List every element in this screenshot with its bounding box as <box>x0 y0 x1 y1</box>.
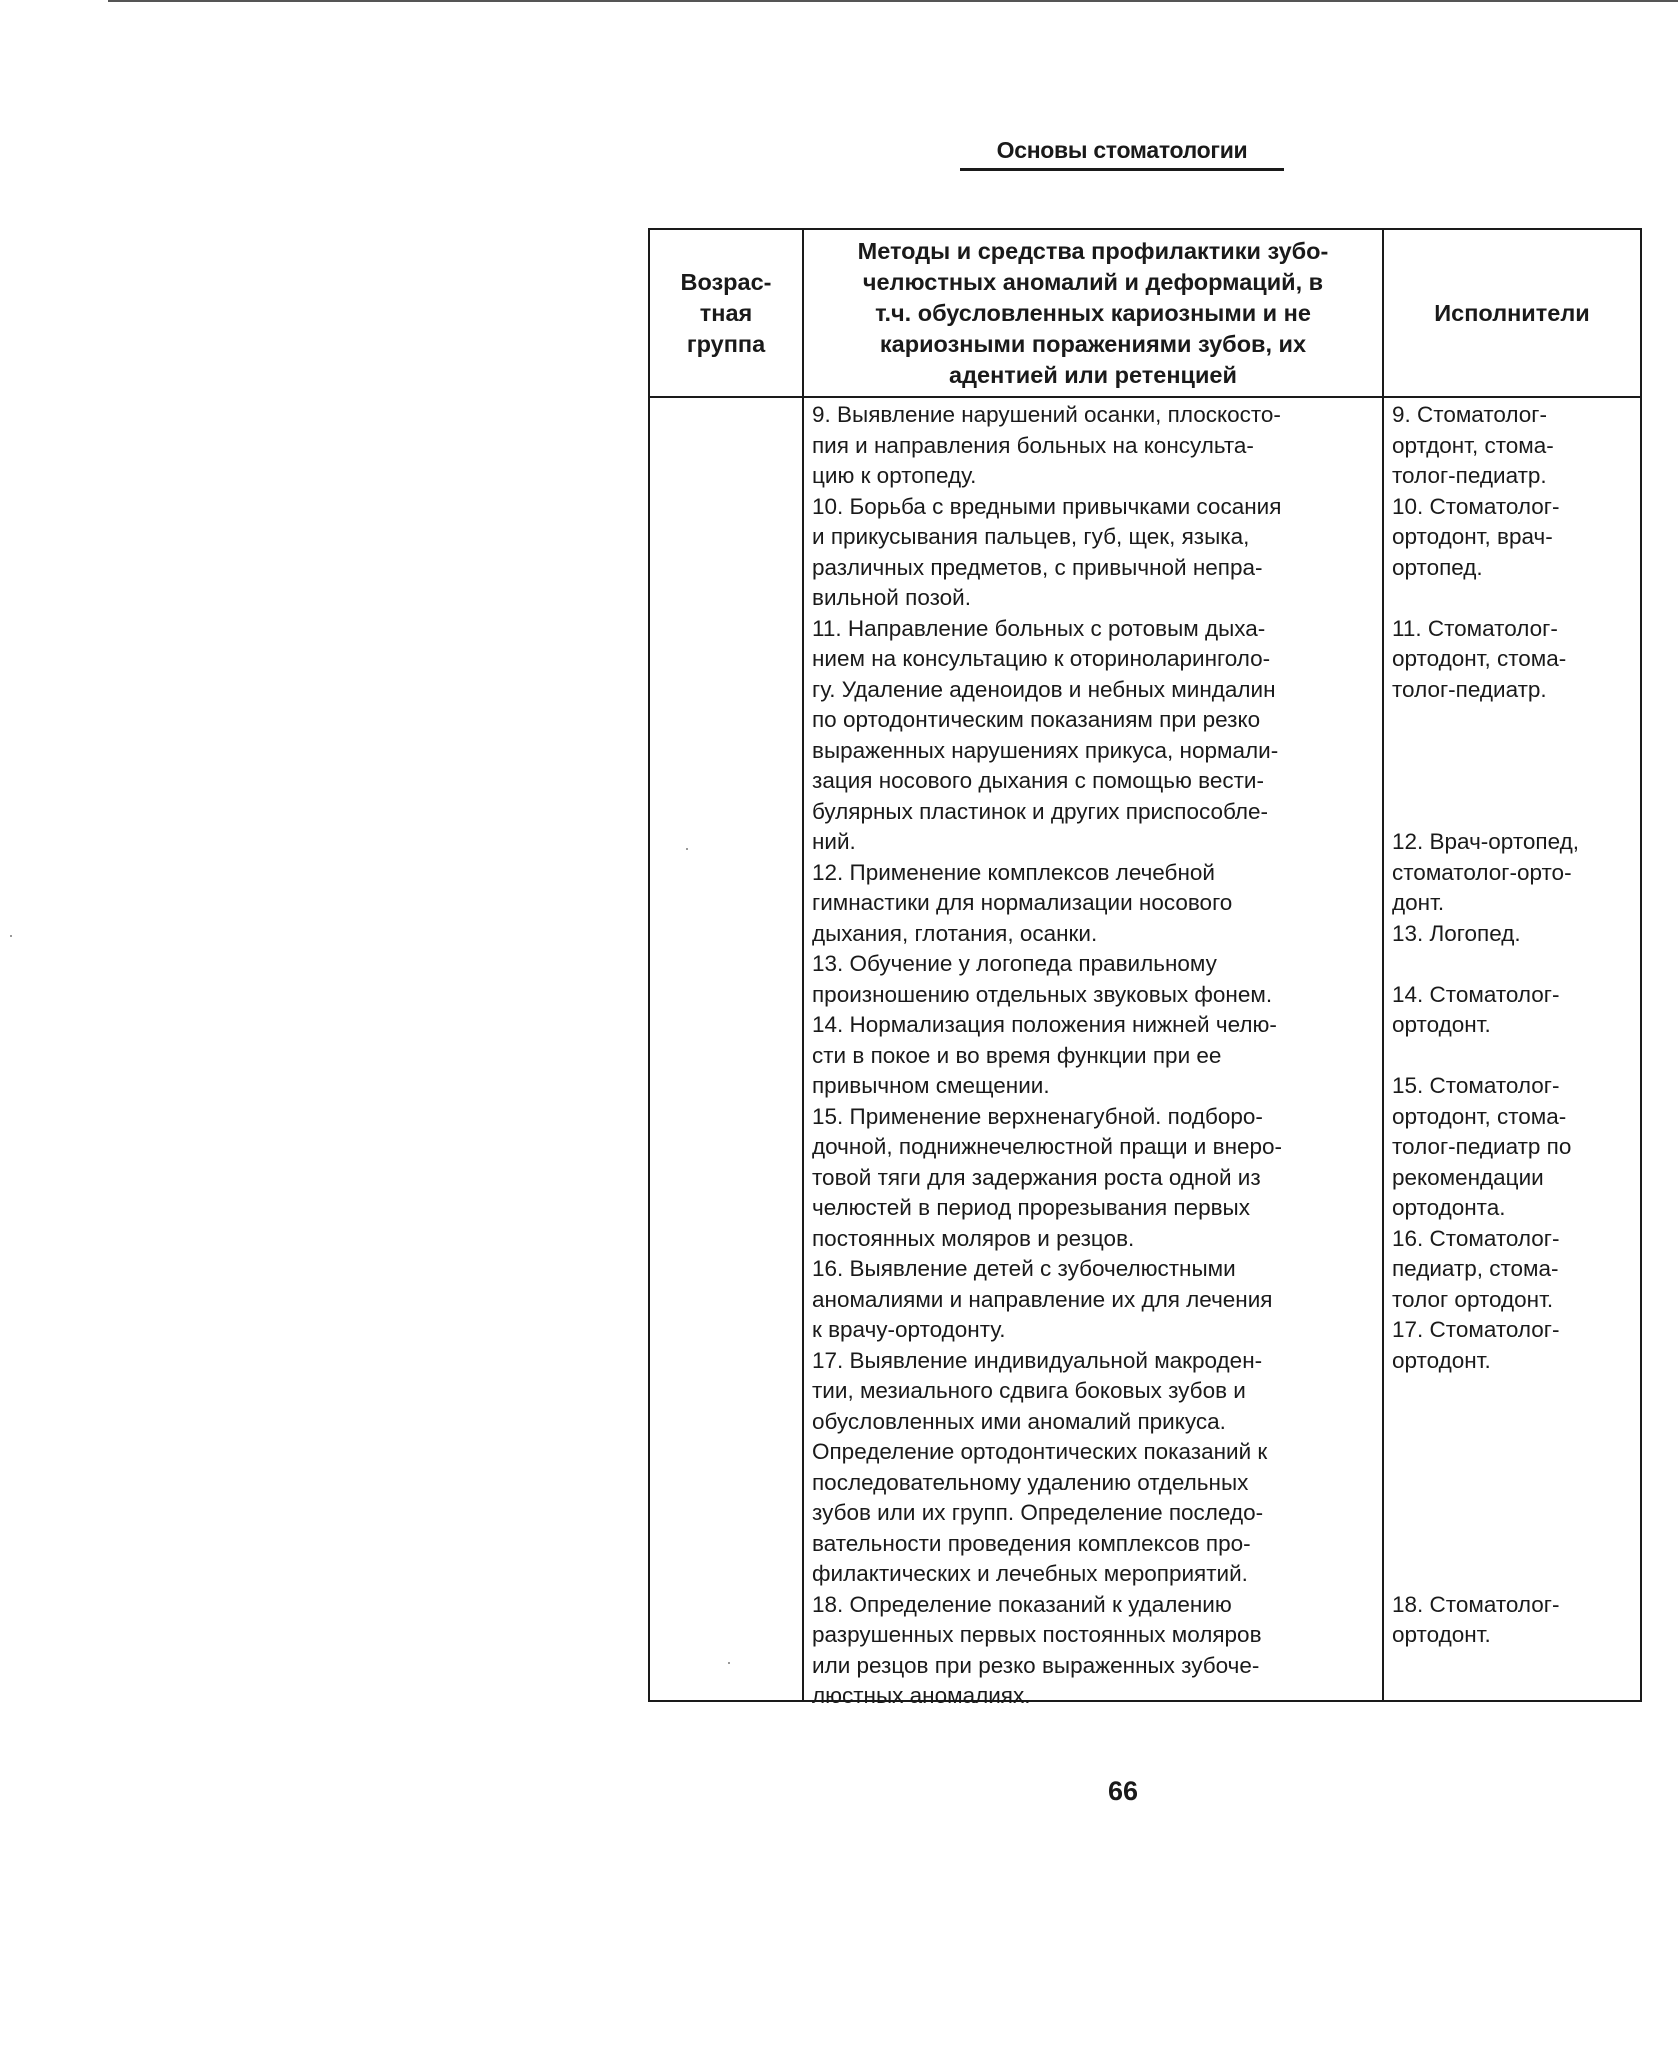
age-group-cell <box>649 397 803 1701</box>
top-rule <box>108 0 1678 2</box>
method-line: гимнастики для нормализации носового <box>812 890 1233 915</box>
executor-line: ортдонт, стома- <box>1392 432 1554 458</box>
method-line: 11. Направление больных с ротовым дыха- <box>812 615 1266 641</box>
header-executors-text: Исполнители <box>1434 299 1590 326</box>
executor-line: рекомендации <box>1392 1164 1544 1190</box>
method-line: по ортодонтическим показаниям при резко <box>812 707 1261 732</box>
method-line: пия и направления больных на консульта- <box>812 432 1254 458</box>
method-line: последовательному удалению отдельных <box>812 1469 1249 1495</box>
method-line: нием на консультацию к оториноларинголо- <box>812 646 1271 671</box>
running-head: Основы стоматологии <box>960 134 1284 171</box>
method-line: 12. Применение комплексов лечебной <box>812 859 1215 885</box>
executor-line: стоматолог-орто- <box>1392 859 1572 885</box>
method-line: товой тяги для задержания роста одной из <box>812 1164 1261 1190</box>
method-line: 13. Обучение у логопеда правильному <box>812 951 1217 976</box>
method-line: 14. Нормализация положения нижней челю- <box>812 1012 1277 1037</box>
method-line: привычном смещении. <box>812 1073 1050 1098</box>
header-age-group <box>649 229 803 397</box>
executor-line: толог-педиатр. <box>1392 676 1547 702</box>
method-line: 9. Выявление нарушений осанки, плоскосто- <box>812 402 1281 427</box>
method-line: цию к ортопеду. <box>812 463 977 488</box>
executor-line: ортодонт. <box>1392 1347 1491 1373</box>
method-line: к врачу-ортодонту. <box>812 1317 1006 1342</box>
scan-speck <box>728 1662 730 1664</box>
method-line: разрушенных первых постоянных моляров <box>812 1622 1262 1647</box>
method-line: произношению отдельных звуковых фонем. <box>812 981 1273 1007</box>
method-line: обусловленных ими аномалий прикуса. <box>812 1408 1226 1434</box>
executor-line: 18. Стоматолог- <box>1392 1591 1560 1617</box>
method-line: 10. Борьба с вредными привычками сосания <box>812 493 1282 519</box>
page-number: 66 <box>1107 1776 1139 1806</box>
method-line: филактических и лечебных мероприятий. <box>812 1561 1248 1586</box>
method-line: 17. Выявление индивидуальной макроден- <box>812 1347 1263 1373</box>
method-line: зация носового дыхания с помощью вести- <box>812 768 1264 793</box>
method-line: зубов или их групп. Определение последо- <box>812 1500 1264 1525</box>
executor-line: 11. Стоматолог- <box>1392 615 1558 641</box>
method-line: Определение ортодонтических показаний к <box>812 1439 1268 1464</box>
executor-line: ортодонт, врач- <box>1392 524 1553 549</box>
prevention-table <box>648 228 1642 1708</box>
scan-speck <box>686 848 688 850</box>
method-line: гу. Удаление аденоидов и небных миндалин <box>812 676 1276 702</box>
method-line: 15. Применение верхненагубной. подборо- <box>812 1103 1263 1129</box>
method-line: выраженных нарушениях прикуса, нормали- <box>812 737 1279 763</box>
scan-speck <box>10 935 12 937</box>
executor-line: ортодонт, стома- <box>1392 1103 1567 1129</box>
method-line: и прикусывания пальцев, губ, щек, языка, <box>812 524 1250 549</box>
method-line: челюстей в период прорезывания первых <box>812 1195 1250 1220</box>
method-line: или резцов при резко выраженных зубоче- <box>812 1652 1260 1678</box>
executor-line: 15. Стоматолог- <box>1392 1073 1560 1098</box>
method-line: 18. Определение показаний к удалению <box>812 1591 1232 1617</box>
executor-line: толог ортодонт. <box>1392 1286 1554 1312</box>
executor-line: 9. Стоматолог- <box>1392 402 1547 427</box>
executor-line: 12. Врач-ортопед, <box>1392 829 1579 854</box>
method-line: дыхания, глотания, осанки. <box>812 920 1098 946</box>
table-header-row <box>649 229 1641 397</box>
executor-line: 13. Логопед. <box>1392 920 1521 946</box>
executor-line: 16. Стоматолог- <box>1392 1225 1560 1251</box>
header-methods-text: Методы и средства профилактики зубо- челюстных аномалий и деформаций, в т.ч. обусловленных кариозными и не кариозными поражениями зубов, их адентией или ретенцией <box>857 237 1329 388</box>
executor-line: 17. Стоматолог- <box>1392 1317 1560 1342</box>
method-line: ний. <box>812 829 856 854</box>
executor-line: ортодонта. <box>1392 1195 1506 1220</box>
header-methods <box>803 229 1383 397</box>
method-line: вильной позой. <box>812 585 971 610</box>
method-line: 16. Выявление детей с зубочелюстными <box>812 1256 1236 1281</box>
executor-line: толог-педиатр. <box>1392 463 1547 488</box>
methods-lines <box>804 398 1382 1708</box>
header-age-group-text: Возрас- тная группа <box>680 268 772 357</box>
table-row <box>649 397 1641 1701</box>
executor-line: донт. <box>1392 890 1445 915</box>
method-line: аномалиями и направление их для лечения <box>812 1286 1273 1312</box>
executor-line: ортопед. <box>1392 554 1483 580</box>
method-line: люстных аномалиях. <box>812 1683 1031 1708</box>
method-line: постоянных моляров и резцов. <box>812 1225 1135 1251</box>
method-line: булярных пластинок и других приспособле- <box>812 798 1269 824</box>
header-executors <box>1383 229 1641 397</box>
executor-line: 10. Стоматолог- <box>1392 493 1560 519</box>
executor-line: 14. Стоматолог- <box>1392 981 1560 1007</box>
method-line: дочной, поднижнечелюстной пращи и внеро- <box>812 1134 1283 1159</box>
executors-cell <box>1383 397 1641 1701</box>
executor-line: ортодонт. <box>1392 1012 1491 1037</box>
executor-line: толог-педиатр по <box>1392 1134 1572 1159</box>
method-line: сти в покое и во время функции при ее <box>812 1042 1222 1068</box>
method-line: различных предметов, с привычной непра- <box>812 554 1263 580</box>
executor-line: педиатр, стома- <box>1392 1256 1559 1281</box>
executors-lines <box>1384 398 1640 1700</box>
executor-line: ортодонт. <box>1392 1622 1491 1647</box>
executor-line: ортодонт, стома- <box>1392 646 1567 671</box>
method-line: вательности проведения комплексов про- <box>812 1530 1251 1556</box>
method-line: тии, мезиального сдвига боковых зубов и <box>812 1378 1246 1403</box>
methods-cell <box>803 397 1383 1708</box>
